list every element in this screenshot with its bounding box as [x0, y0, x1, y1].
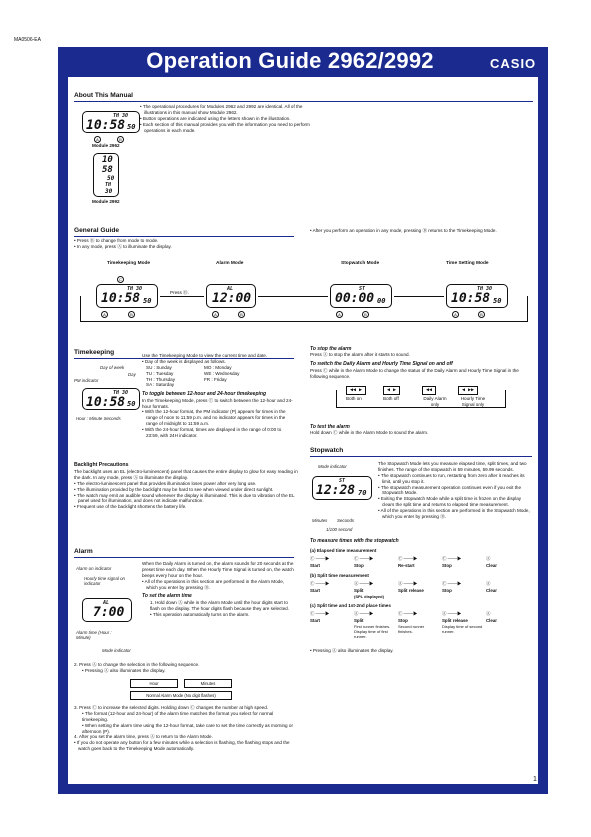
watch-main: 7:00 [93, 605, 125, 620]
label-mode-indicator: Mode indicator [102, 648, 131, 653]
timekeeping-bullet: • Day of the week is displayed as follows. [142, 358, 226, 364]
alarm-heading: Alarm [74, 548, 93, 555]
display-main: 10:58 [451, 291, 491, 306]
button-a-icon: A [101, 311, 108, 318]
label-minutes: Minutes [312, 518, 328, 523]
c-note-2: Second runner finishes. [398, 624, 425, 635]
mode-name-stopwatch: Stopwatch Mode [341, 261, 380, 266]
general-rule [74, 236, 294, 237]
state-daily: ◀◀ [422, 386, 436, 395]
module-2992-label: Module 2992 [92, 199, 120, 204]
brand-logo: CASIO [490, 56, 537, 71]
label-alarm-on: Alarm on indicator [76, 566, 112, 571]
toggle-text: In the Timekeeping Mode, press Ⓒ to switch between the 12-hour and 24-hour formats. [142, 397, 293, 409]
button-b-icon: B [478, 311, 485, 318]
display-sec: 00 [377, 297, 386, 305]
stopwatch-bullet: • The stopwatch measurement operation continues even if you exit the Stopwatch Mode. [378, 484, 522, 496]
button-a-icon: A [94, 136, 101, 143]
timekeeping-heading: Timekeeping [74, 349, 115, 356]
alarm-step3-bullet: • The format (12-hour and 24-hour) of the alarm time matches the format you select for normal timekeeping. [82, 710, 274, 722]
backlight-bullet: • The electro-luminescent panel that provides illumination loses power after very long use. [74, 480, 257, 486]
timekeeping-intro: Use the Timekeeping Mode to view the current time and date. [142, 353, 268, 358]
c-note-3: Display time of second runner. [442, 624, 483, 635]
display-main: 10:58 [101, 291, 141, 306]
about-text [140, 104, 312, 133]
button-a-icon: A [452, 311, 459, 318]
button-a-icon: A [212, 311, 219, 318]
toggle-bullet: • With the 24-hour format, times are displayed in the range of 0:00 to 23:59, with 24H indicator. [142, 427, 282, 438]
general-bullet: • Press Ⓑ to change from mode to mode. [74, 238, 159, 243]
seq-hour: Hour [130, 679, 178, 688]
watch-top: AL [103, 600, 110, 606]
watch-main: 12:28 [316, 483, 356, 498]
watch-main: 10:58 [86, 395, 126, 410]
stopwatch-text: The Stopwatch Mode lets you measure elapsed time, split times, and two finishes. The range of the stopwatch is 59 minutes, 59.99 seconds. • The stopwatch continues to run, restarting from zero after it reaches its limit, until you stop it. • The stopwatch measurement operation continues even if you exit the Stopwatch Mode. • Exiting the Stopwatch Mode while a split time is frozen on the display clears the split time and returns to elapsed time measurement. • All of the operations in this section are performed in the Stopwatch Mode, which you enter by pressing Ⓑ. [378, 461, 534, 520]
stopwatch-rule [310, 456, 532, 457]
label-alarm-time: Alarm time (Hour : Minute) [76, 630, 112, 640]
c-sequence: Ⓒ ───▶ Ⓐ ───▶ Ⓒ ───▶ Ⓐ ───▶ Ⓐ [310, 611, 491, 616]
mode-name-timekeeping: Timekeeping Mode [107, 261, 151, 266]
watch-2992-d2: 58 [102, 165, 113, 175]
b-labels: Start Split Split release Stop Clear [310, 588, 497, 593]
return-line [80, 296, 528, 322]
module-2962-label: Module 2962 [92, 143, 120, 148]
c-note-1: First runner finishes. Display time of first runner. [354, 624, 391, 640]
watch-top: ST [339, 478, 346, 484]
alarm-bullet: • All of the operations in this section are performed in the Alarm Mode, which you enter by pressing Ⓑ. [142, 578, 285, 590]
label-pm: PM indicator [74, 378, 99, 383]
alarm-step4: 4. After you set the alarm time, press Ⓐ to return to the Alarm Mode. [74, 734, 213, 740]
state-label-daily: Daily Alarm only [423, 396, 447, 407]
a-sequence: Ⓒ ───▶ Ⓒ ───▶ Ⓒ ───▶ Ⓒ ───▶ Ⓐ [310, 556, 491, 561]
test-alarm-text: To test the alarm Hold down Ⓒ while in the Alarm Mode to sound the alarm. [310, 424, 429, 436]
days-table: SU : Sunday MO : Monday TU : Tuesday WE : Wednesday TH : Thursday FR : Friday SA : Saturday [146, 364, 240, 388]
backlight-heading: Backlight Precautions [74, 462, 129, 468]
alarm-step2-bullet: • Pressing Ⓐ also illuminates the display. [82, 667, 166, 673]
a-labels: Start Stop Re-start Stop Clear [310, 563, 497, 568]
b-note: (SPL displayed) [354, 594, 384, 599]
stopwatch-final: • Pressing Ⓐ also illuminates the display. [310, 648, 394, 653]
watch-2962-sec: 50 [127, 123, 136, 131]
watch-sec: 70 [358, 489, 367, 497]
set-step-note: • This operation automatically turns on the alarm. [150, 611, 250, 617]
watch-2962-top: TH 30 [113, 113, 129, 119]
label-subsecond: 1/100 second [326, 527, 353, 532]
watch-2962 [82, 111, 140, 133]
alarm-step4-bullet: • If you do not operate any button for a few minutes while a selection is flashing, the flashing stops and the watch goes back to the Timekeeping Mode automatically. [74, 740, 290, 752]
page-title: Operation Guide 2962/2992 [146, 48, 434, 73]
state-label-hourly: Hourly Time Signal only [460, 396, 486, 407]
timekeeping-text [142, 353, 294, 439]
label-day-of-week: Day of week [100, 365, 125, 370]
press-b-label: Press Ⓑ. [170, 290, 189, 295]
toggle-heading: To toggle between 12-hour and 24-hour timekeeping [142, 391, 266, 398]
page-number: 1 [533, 776, 537, 783]
mode-name-alarm: Alarm Mode [216, 261, 244, 266]
about-rule [74, 101, 533, 102]
backlight-bullet: • The illumination provided by the backlight may be hard to see when viewed under direct sunlight. [74, 486, 274, 492]
alarm-rule [74, 557, 294, 558]
b-heading: (b) Split time measurement [310, 573, 369, 578]
watch-2992-d5: 30 [105, 188, 113, 195]
seq-normal: Normal Alarm Mode (No digit flashes) [130, 691, 232, 700]
state-both-on: ◀◀ ▶ [346, 386, 366, 395]
watch-timekeeping [82, 388, 140, 410]
button-c-icon: C [117, 276, 124, 283]
watch-2992 [93, 153, 119, 197]
doc-code: MA0506-EA [14, 37, 41, 43]
display-sec: 50 [493, 297, 502, 305]
watch-sec: 50 [127, 400, 136, 408]
label-hour-minute-seconds: Hour : Minute Seconds [76, 416, 121, 421]
general-bullet: • In any mode, press Ⓐ to illuminate the display. [74, 243, 172, 249]
button-b-icon: B [117, 136, 124, 143]
set-alarm-heading: To set the alarm time [142, 593, 192, 600]
state-hourly: ◀ ▶▶ [458, 386, 478, 395]
alarm-step3-bullet: • When setting the alarm time using the 12-hour format, take care to set the time correctly as morning or afternoon (P). [82, 722, 293, 734]
button-a-icon: A [336, 311, 343, 318]
stopwatch-bullet: • The stopwatch continues to run, restarting from zero after it reaches its limit, until you stop it. [378, 472, 525, 484]
watch-2992-d3: 50 [107, 175, 115, 182]
backlight-text: The backlight uses an EL (electro-luminescent) panel that causes the entire display to glow for easy reading in the dark. In any mode, press Ⓐ to illuminate the display. • The electro-luminescent panel that provides illumination loses power after very long use. • The illumination provided by the backlight may be hard to see when viewed under direct sunlight. • The watch may emit an audible sound whenever the display is illuminated. This is due to vibration of the EL panel used for illumination, and does not indicate malfunction. • Frequent use of the backlight shortens the battery life. [74, 469, 298, 510]
backlight-bullet: • Frequent use of the backlight shortens the battery life. [74, 504, 187, 510]
stopwatch-bullet: • Exiting the Stopwatch Mode while a split time is frozen on the display clears the split time and returns to elapsed time measurement. [378, 496, 522, 508]
label-hourly: Hourly time signal on indicator [84, 576, 125, 586]
watch-top: TH 30 [113, 390, 129, 396]
toggle-bullet: • With the 12-hour format, the PM indicator (P) appears for times in the range of noon to 11:59 p.m. and no indicator appears for times in the range of midnight to 11:59 a.m. [142, 409, 286, 427]
watch-2992-d4: TH [105, 182, 112, 188]
mode-name-time-setting: Time Setting Mode [446, 261, 489, 266]
seq-minutes: Minutes [184, 679, 232, 688]
display-top: AL [227, 286, 234, 292]
alarm-step2: 2. Press Ⓐ to change the selection in the following sequence. • Pressing Ⓐ also illuminates the display. [74, 662, 298, 674]
general-bullet: • After you perform an operation in any mode, pressing Ⓑ returns to the Timekeeping Mode. [310, 228, 497, 233]
about-bullet: • Button operations are indicated using the letters shown in the illustration. [140, 115, 291, 121]
state-label-both-on: Both on [346, 396, 362, 401]
watch-stopwatch [312, 476, 372, 500]
stopwatch-heading: Stopwatch [310, 447, 344, 454]
stopwatch-bullet: • All of the operations in this section are performed in the Stopwatch Mode, which you enter by pressing Ⓑ. [378, 508, 530, 519]
about-heading: About This Manual [74, 92, 133, 99]
general-right-text [310, 228, 530, 234]
c-labels: Start Split Stop Split release Clear [310, 618, 497, 623]
display-top: TH 30 [127, 286, 143, 292]
button-b-icon: B [238, 311, 245, 318]
general-left-text [74, 238, 294, 250]
button-b-icon: B [128, 311, 135, 318]
about-bullet: • The operational procedures for Modules 2962 and 2992 are identical. All of the illustrations in this manual show Module 2962. [140, 104, 303, 115]
display-top: ST [359, 286, 366, 292]
state-label-both-off: Both off [383, 396, 399, 401]
watch-2992-d1: 10 [102, 155, 113, 165]
label-sw-mode: Mode indicator [318, 464, 347, 469]
b-sequence: Ⓒ ───▶ Ⓐ ───▶ Ⓐ ───▶ Ⓒ ───▶ Ⓐ [310, 581, 491, 586]
button-b-icon: B [362, 311, 369, 318]
set-step: 1. Hold down Ⓐ while in the Alarm Mode until the hour digits start to flash on the display. The hour digits flash because they are selected. [150, 599, 290, 611]
display-top: TH 30 [477, 286, 493, 292]
display-main: 12:00 [212, 291, 252, 306]
general-heading: General Guide [74, 227, 120, 234]
alarm-step3: 3. Press Ⓒ to increase the selected digits. Holding down Ⓒ changes the number at high speed. • The format (12-hour and 24-hour) of the alarm time matches the format you select for normal timekeeping. • When setting the alarm time using the 12-hour format, take care to set the time correctly as morning or afternoon (P). 4. After you set the alarm time, press Ⓐ to return to the Alarm Mode. • If you do not operate any button for a few minutes while a selection is flashing, the flashing stops and the watch goes back to the Timekeeping Mode automatically. [74, 705, 298, 752]
display-sec: 50 [143, 297, 152, 305]
a-heading: (a) Elapsed time measurement [310, 548, 377, 553]
measure-heading: To measure times with the stopwatch [310, 538, 399, 544]
right-alarm-text: To stop the alarm Press Ⓐ to stop the alarm after it starts to sound. To switch the Daily Alarm and Hourly Time Signal on and off Press Ⓒ while in the Alarm Mode to change the status of the Daily Alarm and Hourly Time Signal in the following sequence. [310, 346, 519, 379]
label-day: Day [128, 372, 136, 377]
alarm-text: When the Daily Alarm is turned on, the alarm sounds for 20 seconds at the preset time each day. When the Hourly Time Signal is turned on, the watch beeps every hour on the hour. • All of the operations in this section are performed in the Alarm Mode, which you enter by pressing Ⓑ. To set the alarm time 1. Hold down Ⓐ while in the Alarm Mode until the hour digits start to flash on the display. The hour digits flash because they are selected. • This operation automatically turns on the alarm. [142, 561, 294, 617]
watch-alarm [82, 598, 132, 622]
watch-2962-main: 10:58 [86, 118, 126, 133]
c-heading: (c) Split time and 1st-2nd place times [310, 603, 391, 608]
state-both-off: ◀ ▶ [383, 386, 400, 395]
label-seconds: Seconds [337, 518, 355, 523]
display-main: 00:00 [335, 291, 375, 306]
backlight-bullet: • The watch may emit an audible sound whenever the display is illuminated. This is due to vibration of the EL panel used for illumination, and does not indicate malfunction. [74, 492, 295, 504]
about-bullet: • Each section of this manual provides you with the information you need to perform operations in each mode. [140, 121, 310, 133]
